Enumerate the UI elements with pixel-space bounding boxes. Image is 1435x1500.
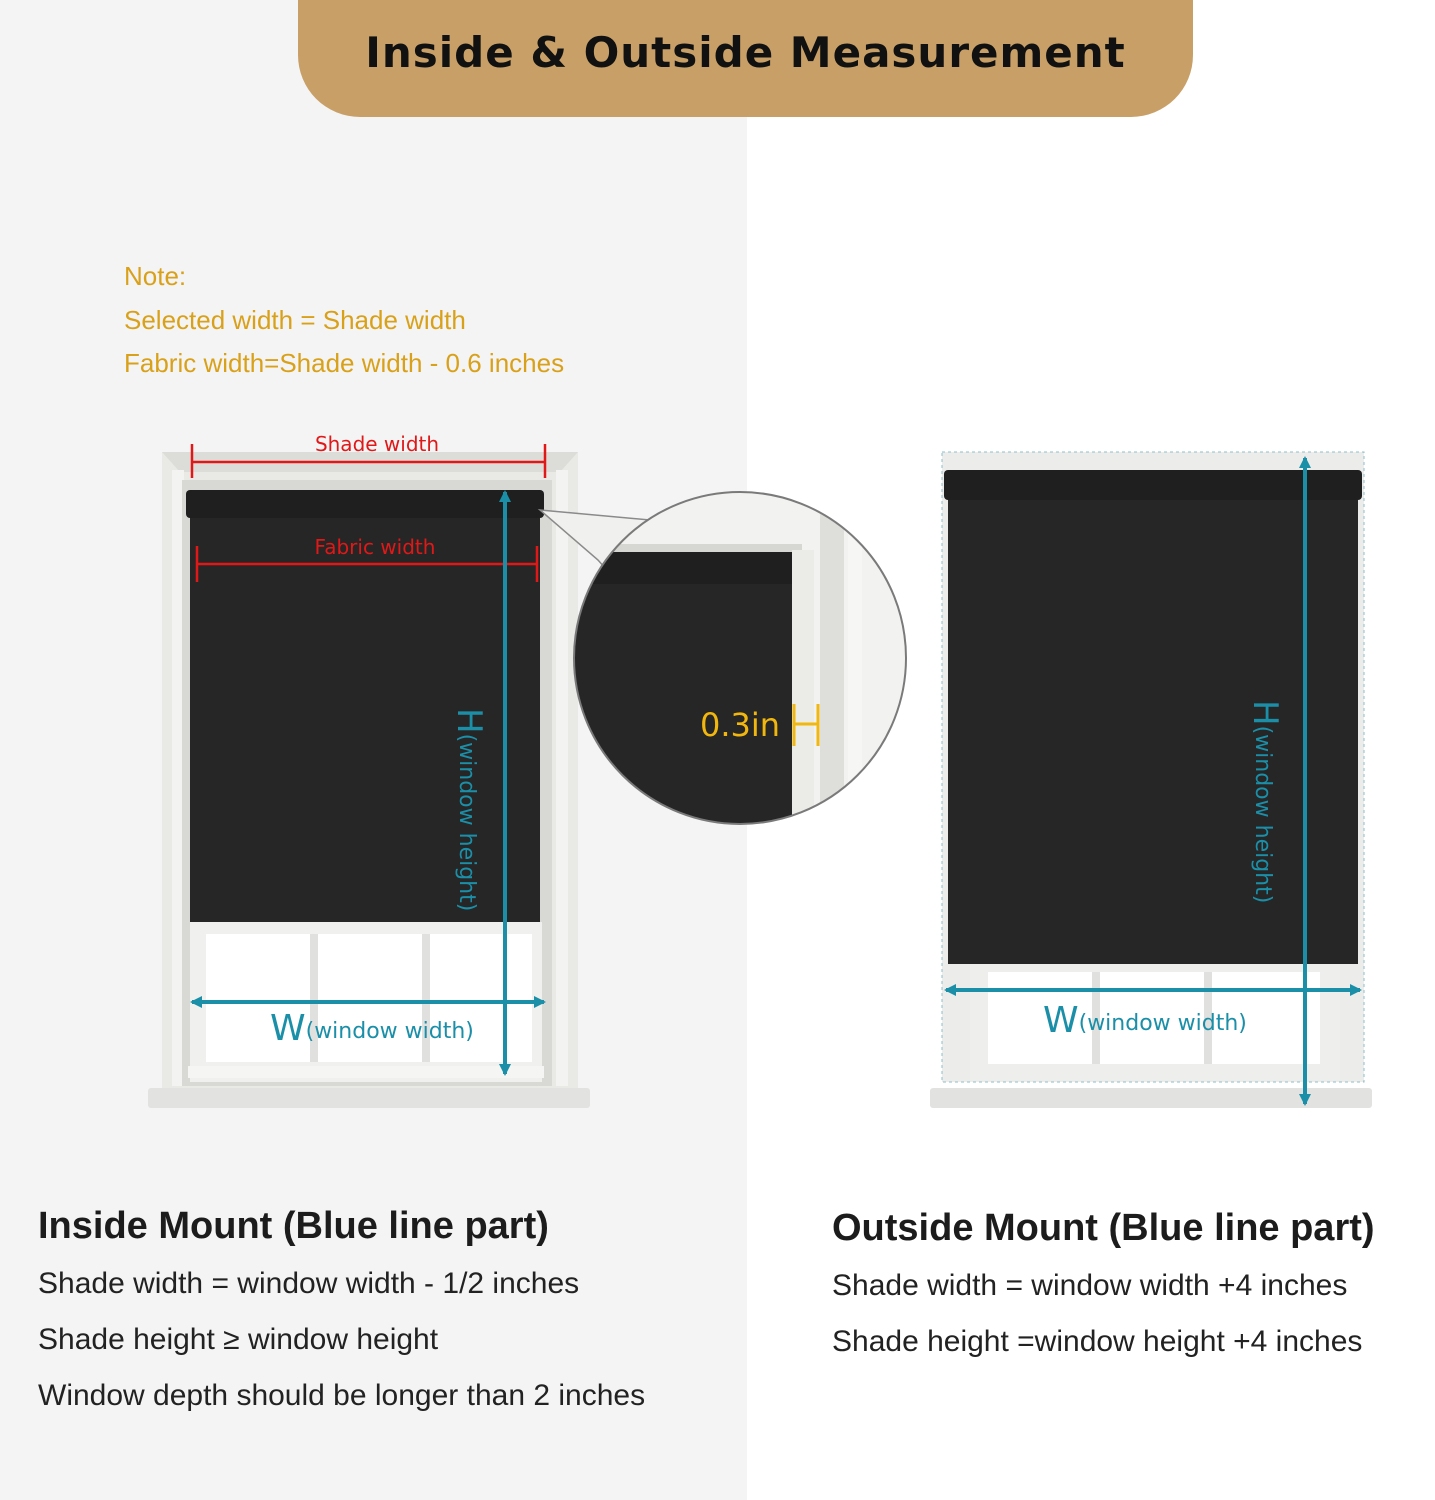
inside-height-label: H(window height)	[449, 708, 489, 912]
page-title: Inside & Outside Measurement	[365, 28, 1126, 77]
fabric-width-label: Fabric width	[314, 535, 436, 559]
note-heading: Note:	[124, 261, 187, 291]
detail-callout	[540, 490, 910, 850]
outside-mount-line: Shade height =window height +4 inches	[832, 1325, 1363, 1358]
outside-shade	[944, 470, 1362, 964]
inside-width-label: W(window width)	[270, 1008, 474, 1049]
note-fabric-width: Fabric width=Shade width - 0.6 inches	[124, 348, 565, 378]
note-selected-width: Selected width = Shade width	[124, 304, 466, 335]
shade-width-label: Shade width	[314, 432, 440, 456]
outside-mount-block	[832, 1207, 1375, 1370]
outside-mount-title: Outside Mount (Blue line part)	[832, 1207, 1375, 1249]
inside-mount-line: Shade height ≥ window height	[38, 1323, 439, 1356]
inside-mount-line: Shade width = window width - 1/2 inches	[38, 1267, 580, 1300]
outside-width-label: W(window width)	[1043, 1000, 1247, 1041]
gap-label: 0.3in	[700, 706, 781, 744]
inside-mount-block	[38, 1205, 645, 1424]
outside-height-label: H(window height)	[1245, 700, 1285, 904]
outside-mount-line: Shade width = window width +4 inches	[832, 1269, 1348, 1302]
inside-mount-title: Inside Mount (Blue line part)	[38, 1205, 549, 1247]
inside-mount-line: Window depth should be longer than 2 inches	[38, 1379, 646, 1412]
